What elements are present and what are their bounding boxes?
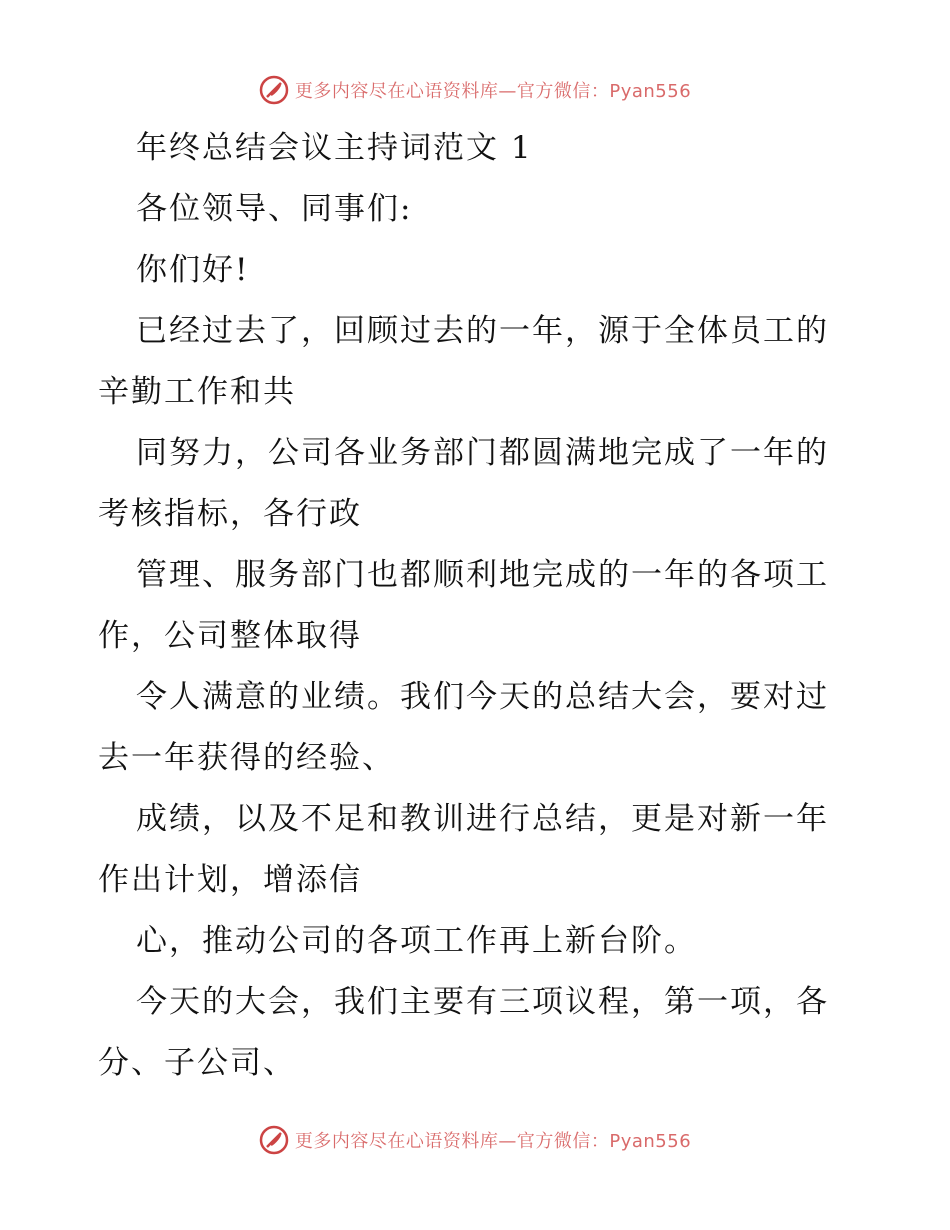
header-banner-text: 更多内容尽在心语资料库—官方微信：Pyan556 (294, 81, 692, 102)
paragraph-line: 考核指标，各行政 (98, 496, 362, 532)
paragraph-line: 令人满意的业绩。我们今天的总结大会，要对过 (136, 679, 829, 715)
footer-banner (0, 1120, 950, 1160)
salutation: 各位领导、同事们: (136, 191, 413, 227)
greeting: 你们好! (136, 252, 250, 288)
paragraph-line: 同努力，公司各业务部门都圆满地完成了一年的 (136, 435, 829, 471)
paragraph-line: 去一年获得的经验、 (98, 740, 395, 776)
feather-logo-icon (259, 1125, 289, 1155)
paragraph-line: 今天的大会，我们主要有三项议程，第一项，各 (136, 984, 829, 1020)
feather-logo-icon (259, 75, 289, 105)
document-body (98, 118, 858, 1094)
paragraph-line: 作出计划，增添信 (98, 862, 362, 898)
document-title: 年终总结会议主持词范文 1 (136, 130, 533, 166)
paragraph-line: 已经过去了，回顾过去的一年，源于全体员工的 (136, 313, 829, 349)
footer-banner-text: 更多内容尽在心语资料库—官方微信：Pyan556 (294, 1131, 692, 1152)
paragraph-line: 管理、服务部门也都顺利地完成的一年的各项工 (136, 557, 829, 593)
paragraph-line: 心，推动公司的各项工作再上新台阶。 (136, 923, 697, 959)
paragraph-line: 分、子公司、 (98, 1045, 296, 1081)
paragraph-line: 辛勤工作和共 (98, 374, 296, 410)
paragraph-line: 成绩，以及不足和教训进行总结，更是对新一年 (136, 801, 829, 837)
paragraph-line: 作，公司整体取得 (98, 618, 362, 654)
header-banner (0, 70, 950, 110)
